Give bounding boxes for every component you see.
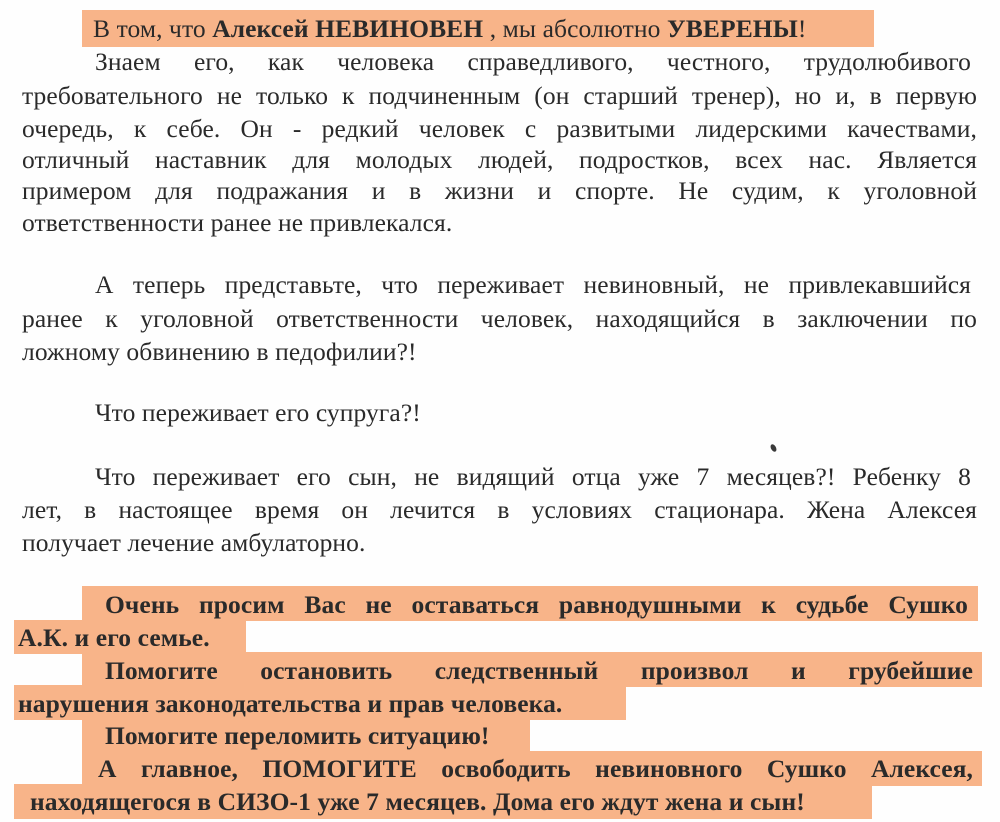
header-text-1: В том, что (93, 14, 213, 43)
para2-line-3: ложному обвинению в педофилии?! (22, 337, 417, 366)
scan-speck (769, 443, 777, 452)
para4-line-2: лет, в настоящее время он лечится в условиях стационара. Жена Алексея (22, 495, 977, 524)
para3-line-1: Что переживает его супруга?! (95, 398, 421, 427)
para2-line-2: ранее к уголовной ответственности человек, находящийся в заключении по (22, 304, 977, 333)
header-text-3: ! (797, 14, 807, 43)
para1-line-6: ответственности ранее не привлекался. (22, 208, 453, 237)
para4-line-3: получает лечение амбулаторно. (22, 528, 366, 557)
para1-line-3: очередь, к себе. Он - редкий человек с развитыми лидерскими качествами, (22, 114, 977, 143)
appeal-line-3: Помогите остановить следственный произвол и грубейшие (105, 656, 973, 685)
para1-line-1: Знаем его, как человека справедливого, честного, трудолюбивого (95, 47, 971, 76)
header-sure: УВЕРЕНЫ (666, 14, 798, 43)
header-text-2: , мы абсолютно (483, 14, 667, 43)
header-name: Алексей НЕВИНОВЕН (212, 14, 484, 43)
appeal-line-4: нарушения законодательства и прав человека. (18, 689, 563, 718)
appeal-line-1: Очень просим Вас не оставаться равнодушными к судьбе Сушко (105, 590, 968, 619)
para2-line-1: А теперь представьте, что переживает невиновный, не привлекавшийся (95, 270, 971, 299)
appeal-line-7: находящегося в СИЗО-1 уже 7 месяцев. Дома его ждут жена и сын! (30, 787, 805, 816)
appeal-line-6: А главное, ПОМОГИТЕ освободить невиновного Сушко Алексея, (98, 754, 973, 783)
appeal-line-2: А.К. и его семье. (18, 623, 210, 652)
appeal-line-5: Помогите переломить ситуацию! (105, 721, 490, 750)
para1-line-2: требовательного не только к подчиненным (он старший тренер), но и, в первую (22, 81, 977, 110)
para1-line-5: примером для подражания и в жизни и спорте. Не судим, к уголовной (22, 176, 977, 205)
para1-line-4: отличный наставник для молодых людей, подростков, всех нас. Является (22, 145, 977, 174)
header-line (93, 12, 873, 45)
para4-line-1: Что переживает его сын, не видящий отца уже 7 месяцев?! Ребенку 8 (95, 462, 971, 491)
